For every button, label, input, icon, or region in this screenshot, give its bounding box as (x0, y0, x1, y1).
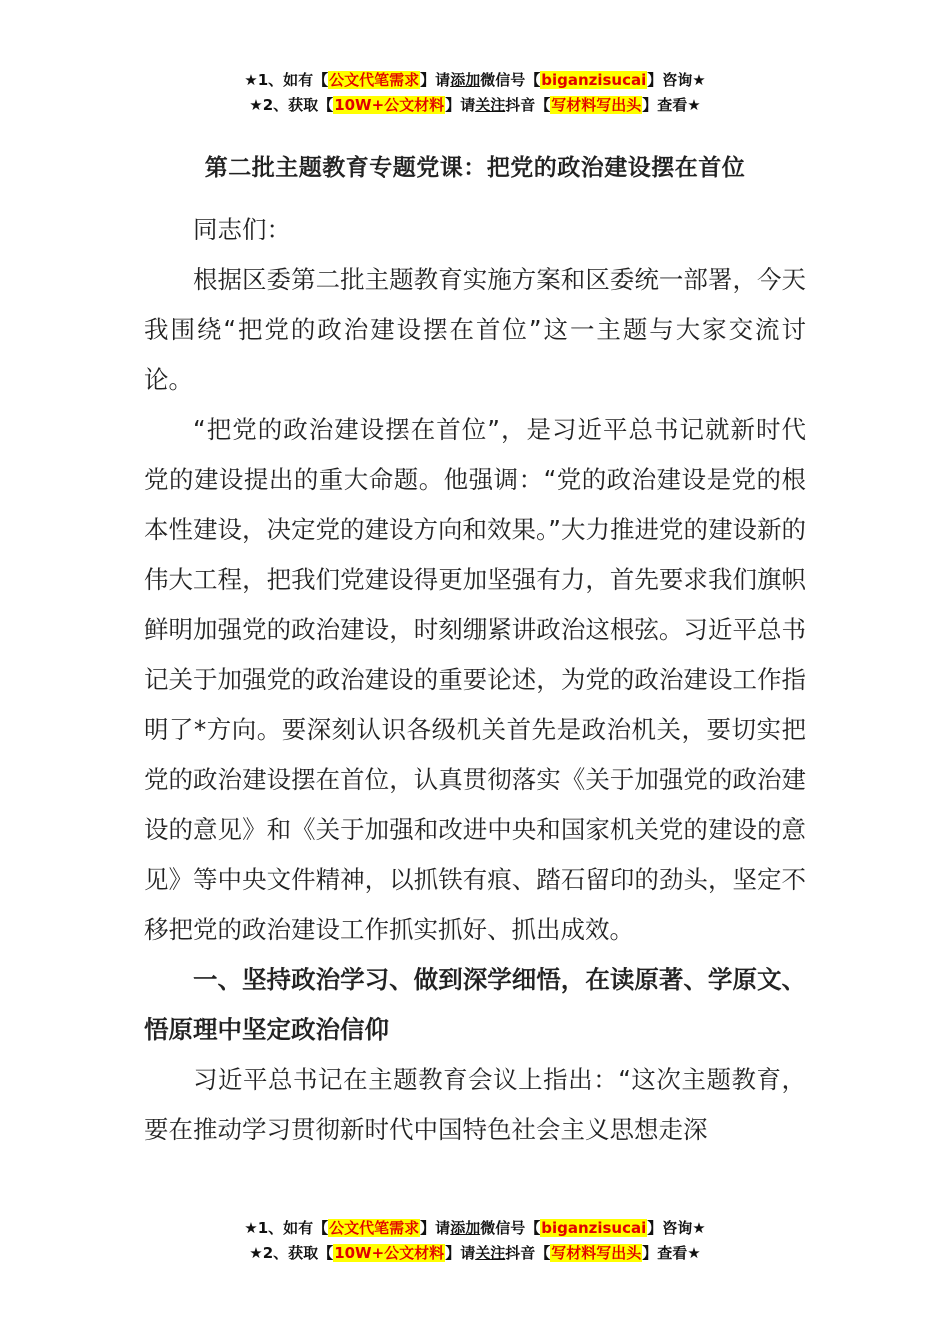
body-paragraph: “把党的政治建设摆在首位”，是习近平总书记就新时代党的建设提出的重大命题。他强调：“党的政治建设是党的根本性建设，决定党的建设方向和效果。”大力推进党的建设新的伟大工程，把我们党建设得更加坚强有力，首先要求我们旗帜鲜明加强党的政治建设，时刻绷紧讲政治这根弦。习近平总书记关于加强党的政治建设的重要论述，为党的政治建设工作指明了*方向。要深刻认识各级机关首先是政治机关，要切实把党的政治建设摆在首位，认真贯彻落实《关于加强党的政治建设的意见》和《关于加强和改进中央和国家机关党的建设的意见》等中央文件精神，以抓铁有痕、踏石留印的劲头，坚定不移把党的政治建设工作抓实抓好、抓出成效。 (144, 415, 806, 944)
promo-text: 微信号【 (480, 71, 541, 89)
promo-underlined-text: 关注 (475, 96, 506, 114)
promo-banner-bottom (0, 1216, 950, 1266)
promo-line-1 (0, 68, 950, 93)
promo-highlight: biganzisucai (541, 1219, 647, 1237)
section-heading: 一、坚持政治学习、做到深学细悟，在读原著、学原文、悟原理中坚定政治信仰 (144, 965, 806, 1044)
promo-text: 】查看★ (642, 96, 701, 114)
promo-banner-top (0, 68, 950, 118)
promo-underlined-text: 添加 (450, 71, 481, 89)
promo-text: ★2、获取【 (249, 1244, 334, 1262)
promo-highlight: 10W+公文材料 (334, 96, 445, 114)
promo-line-2 (0, 1241, 950, 1266)
promo-text: 】查看★ (642, 1244, 701, 1262)
promo-underlined-text: 关注 (475, 1244, 506, 1262)
promo-underlined-text: 添加 (450, 1219, 481, 1237)
promo-line-2 (0, 93, 950, 118)
promo-text: 】咨询★ (647, 1219, 706, 1237)
promo-highlight: 公文代笔需求 (329, 71, 420, 89)
promo-highlight: 写材料写出头 (551, 1244, 642, 1262)
promo-text: ★1、如有【 (244, 1219, 329, 1237)
promo-text: ★1、如有【 (244, 71, 329, 89)
promo-text: 】请 (420, 1219, 451, 1237)
salutation: 同志们： (193, 215, 291, 244)
promo-text: 微信号【 (480, 1219, 541, 1237)
body-paragraph: 习近平总书记在主题教育会议上指出：“这次主题教育，要在推动学习贯彻新时代中国特色社会主义思想走深 (144, 1065, 806, 1144)
promo-text: 】请 (445, 96, 476, 114)
promo-text: 抖音【 (505, 96, 551, 114)
promo-line-1 (0, 1216, 950, 1241)
promo-highlight: 公文代笔需求 (329, 1219, 420, 1237)
promo-highlight: biganzisucai (541, 71, 647, 89)
document-title: 第二批主题教育专题党课：把党的政治建设摆在首位 (204, 155, 746, 181)
promo-highlight: 10W+公文材料 (334, 1244, 445, 1262)
promo-text: 】请 (445, 1244, 476, 1262)
promo-highlight: 写材料写出头 (551, 96, 642, 114)
body-paragraph: 根据区委第二批主题教育实施方案和区委统一部署，今天我围绕“把党的政治建设摆在首位”这一主题与大家交流讨论。 (144, 265, 806, 394)
promo-text: 】咨询★ (647, 71, 706, 89)
document-body (144, 205, 806, 1155)
promo-text: ★2、获取【 (249, 96, 334, 114)
promo-text: 】请 (420, 71, 451, 89)
promo-text: 抖音【 (505, 1244, 551, 1262)
